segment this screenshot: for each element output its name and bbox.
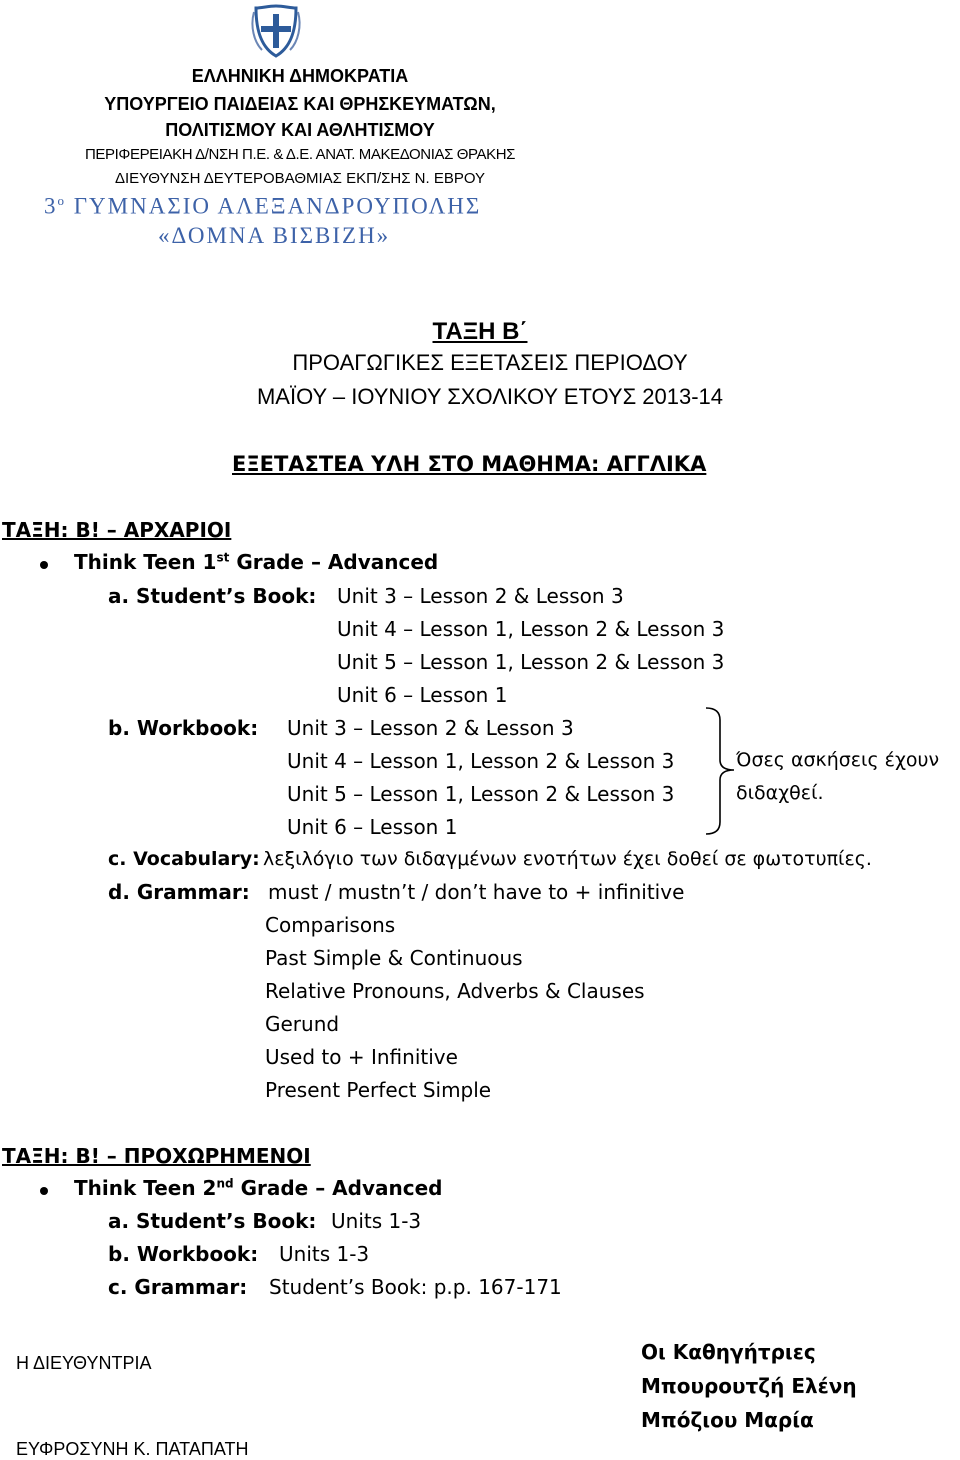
section1-book: Think Teen 1st Grade – Advanced xyxy=(74,550,439,574)
subject-title: ΕΞΕΤΑΣΤΕΑ ΥΛΗ ΣΤΟ ΜΑΘΗΜΑ: ΑΓΓΛΙΚΑ xyxy=(232,452,707,476)
header-line-5: ΔΙΕΥΘΥΝΣΗ ΔΕΥΤΕΡΟΒΑΘΜΙΑΣ ΕΚΠ/ΣΗΣ Ν. ΕΒΡΟΥ xyxy=(114,170,486,187)
section2-c-label: c. Grammar: xyxy=(108,1275,248,1299)
coat-of-arms-emblem xyxy=(248,2,304,60)
teacher-name-1: Μπουρουτζή Ελένη xyxy=(641,1374,857,1398)
list-item: Unit 4 – Lesson 1, Lesson 2 & Lesson 3 xyxy=(287,749,675,773)
section1-b-label: b. Workbook: xyxy=(108,716,259,740)
list-item: Unit 6 – Lesson 1 xyxy=(337,683,508,707)
section1-a-label: a. Student’s Book: xyxy=(108,584,317,608)
period-title: ΜΑΪΟΥ – ΙΟΥΝΙΟΥ ΣΧΟΛΙΚΟΥ ΕΤΟΥΣ 2013-14 xyxy=(256,384,724,409)
teachers-title: Οι Καθηγήτριες xyxy=(641,1340,816,1364)
brace-note-line-1: Όσες ασκήσεις έχουν xyxy=(736,749,940,771)
bullet-icon xyxy=(40,1187,48,1195)
list-item: Unit 3 – Lesson 2 & Lesson 3 xyxy=(287,716,574,740)
list-item: Unit 4 – Lesson 1, Lesson 2 & Lesson 3 xyxy=(337,617,725,641)
director-title: Η ΔΙΕΥΘΥΝΤΡΙΑ xyxy=(16,1353,152,1373)
header-line-3: ΠΟΛΙΤΙΣΜΟΥ ΚΑΙ ΑΘΛΗΤΙΣΜΟΥ xyxy=(165,120,435,140)
vocabulary-text: λεξιλόγιο των διδαγμένων ενοτήτων έχει δοθεί σε φωτοτυπίες. xyxy=(263,848,872,870)
bullet-icon xyxy=(40,561,48,569)
list-item: Relative Pronouns, Adverbs & Clauses xyxy=(265,979,645,1003)
class-title: ΤΑΞΗ Β΄ xyxy=(432,318,528,345)
list-item: Gerund xyxy=(265,1012,340,1036)
section1-c-label: c. Vocabulary: xyxy=(108,848,260,870)
director-name: ΕΥΦΡΟΣΥΝΗ Κ. ΠΑΤΑΠΑΤΗ xyxy=(16,1439,249,1459)
header-line-1: ΕΛΛΗΝΙΚΗ ΔΗΜΟΚΡΑΤΙΑ xyxy=(191,66,409,86)
list-item: Unit 6 – Lesson 1 xyxy=(287,815,458,839)
right-brace-icon xyxy=(702,706,738,836)
list-item: Student’s Book: p.p. 167-171 xyxy=(269,1275,562,1299)
list-item: Units 1-3 xyxy=(279,1242,370,1266)
list-item: Unit 5 – Lesson 1, Lesson 2 & Lesson 3 xyxy=(287,782,675,806)
section1-heading: ΤΑΞΗ: Β! – ΑΡΧΑΡΙΟΙ xyxy=(2,518,232,542)
header-line-4: ΠΕΡΙΦΕΡΕΙΑΚΗ Δ/ΝΣΗ Π.Ε. & Δ.Ε. ΑΝΑΤ. ΜΑΚΕΔΟΝΙΑΣ ΘΡΑΚΗΣ xyxy=(85,146,515,163)
list-item: Unit 3 – Lesson 2 & Lesson 3 xyxy=(337,584,624,608)
list-item: Used to + Infinitive xyxy=(265,1045,458,1069)
exams-title: ΠΡΟΑΓΩΓΙΚΕΣ ΕΞΕΤΑΣΕΙΣ ΠΕΡΙΟΔΟΥ xyxy=(292,350,688,375)
list-item: Past Simple & Continuous xyxy=(265,946,523,970)
section1-d-label: d. Grammar: xyxy=(108,880,250,904)
list-item: Units 1-3 xyxy=(331,1209,422,1233)
header-line-2: ΥΠΟΥΡΓΕΙΟ ΠΑΙΔΕΙΑΣ ΚΑΙ ΘΡΗΣΚΕΥΜΑΤΩΝ, xyxy=(104,94,496,114)
school-subtitle: «ΔΟΜΝΑ ΒΙΣΒΙΖΗ» xyxy=(158,223,391,248)
section2-book: Think Teen 2nd Grade – Advanced xyxy=(74,1176,443,1200)
list-item: Present Perfect Simple xyxy=(265,1078,492,1102)
section2-b-label: b. Workbook: xyxy=(108,1242,259,1266)
list-item: Unit 5 – Lesson 1, Lesson 2 & Lesson 3 xyxy=(337,650,725,674)
school-name: $3^o$ ΓΥΜΝΑΣΙΟ ΑΛΕΞΑΝΔΡΟΥΠΟΛΗΣ xyxy=(44,193,482,219)
section2-heading: ΤΑΞΗ: Β! – ΠΡΟΧΩΡΗΜΕΝΟΙ xyxy=(2,1144,311,1168)
list-item: must / mustn’t / don’t have to + infinitive xyxy=(268,880,685,904)
teacher-name-2: Μπόζιου Μαρία xyxy=(641,1408,814,1432)
brace-note-line-2: διδαχθεί. xyxy=(736,782,824,804)
list-item: Comparisons xyxy=(265,913,396,937)
section2-a-label: a. Student’s Book: xyxy=(108,1209,317,1233)
